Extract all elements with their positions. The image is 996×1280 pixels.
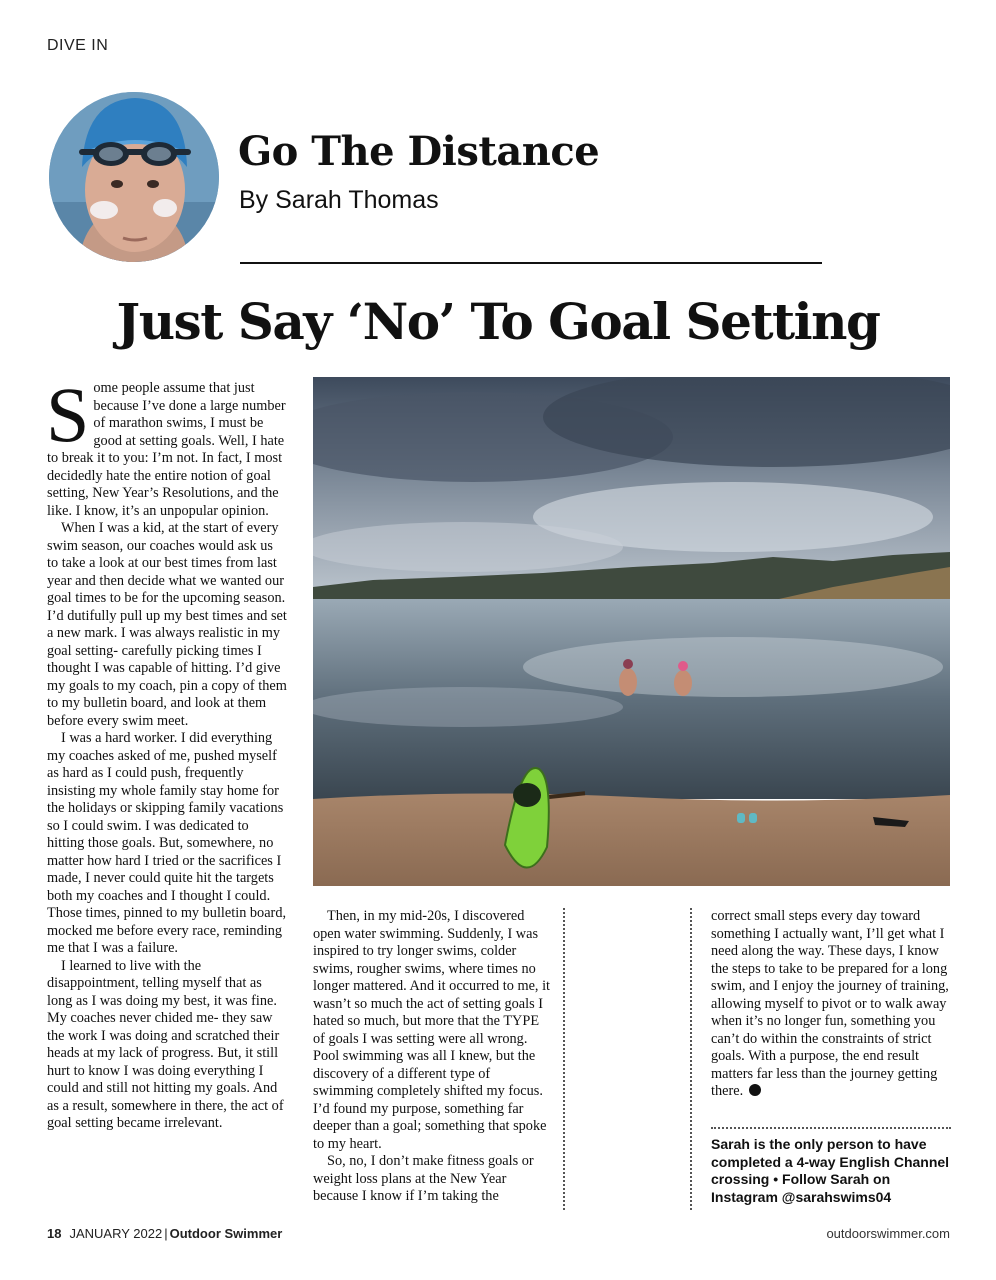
body-paragraph: I learned to live with the disappointment, telling myself that as long as I was doing my best, it was fine. My coaches never chided me- they saw the work I was doing and scratched their heads at my lack of progress. But, it still hurt to know I was doing everything I could and still not hitting my goals. And as a result, somewhere in there, the act of goal setting became irrelevant. bbox=[47, 957, 284, 1131]
author-avatar bbox=[49, 92, 219, 262]
article-headline: Just Say ‘No’ To Goal Setting bbox=[116, 292, 880, 351]
folio-separator: | bbox=[164, 1226, 168, 1241]
body-column-2 bbox=[313, 908, 551, 1206]
bio-divider bbox=[711, 1127, 951, 1129]
paragraph-text: ome people assume that just because I’ve done a large number of marathon swims, I must be good at setting goals. Well, I hate to break it to you: I’m not. In fact, I most decidedly hate the entire notion of goal setting, New Year’s Resolutions, and the like. I know, it’s an unpopular opinion. bbox=[47, 380, 286, 519]
author-byline: By Sarah Thomas bbox=[239, 186, 439, 214]
footer-folio bbox=[47, 1226, 282, 1241]
end-of-article-icon bbox=[749, 1084, 761, 1096]
paragraph-text: correct small steps every day toward something I actually want, I’ll get what I need along the way. These days, I know the steps to take to be prepared for a long swim, and I enjoy the journey of training, allowing myself to pivot or to walk away when it’s no longer fun, something you can’t do within the constraints of strict goals. With a purpose, the end result matters far less than the journey getting there. bbox=[711, 908, 949, 1099]
page-number: 18 bbox=[47, 1226, 62, 1241]
body-paragraph: So, no, I don’t make fitness goals or weight loss plans at the New Year because I know if I’m taking the bbox=[313, 1153, 534, 1204]
drop-cap: S bbox=[46, 371, 90, 458]
body-paragraph: When I was a kid, at the start of every swim season, our coaches would ask us to take a look at our best times from last year and then decide what we wanted our goal times to be for the upcoming season. I’d dutifully pull up my best times and set a new mark. I was always realistic in my goal setting- carefully picking times I thought I was capable of hitting. I’d give my goals to my coach, pin a copy of them to my bulletin board, and look at them before every swim meet. bbox=[47, 520, 287, 729]
lake-photo bbox=[313, 377, 950, 886]
body-column-1 bbox=[46, 371, 287, 1133]
section-label: DIVE IN bbox=[47, 37, 109, 54]
body-paragraph: I was a hard worker. I did everything my coaches asked of me, pushed myself as hard as I could push, frequently insisting my whole family stay home for the holidays or skipping family vacations so I could swim. I was dedicated to hitting those goals. But, somewhere, no matter how hard I tried or the sacrifices I made, I never could quite hit the targets both my coaches and I thought I could. Those times, pinned to my bulletin board, mocked me before every race, reminding me that I was a failure. bbox=[47, 730, 287, 956]
body-paragraph bbox=[46, 371, 287, 520]
author-portrait-image bbox=[49, 92, 219, 262]
body-paragraph: Then, in my mid-20s, I discovered open water swimming. Suddenly, I was inspired to try longer swims, colder swims, rougher swims, where times no longer mattered. And it occurred to me, it wasn’t so much the act of setting goals I hated so much, but more that the TYPE of goals I was setting were all wrong. Pool swimming was all I knew, but the discovery of a different type of swimming completely shifted my focus. I’d found my purpose, something far deeper than a goal; something that spoke to my heart. bbox=[313, 908, 551, 1152]
column-divider bbox=[563, 908, 565, 1210]
magazine-name: Outdoor Swimmer bbox=[169, 1226, 283, 1241]
body-column-3 bbox=[711, 908, 951, 1101]
website-url: outdoorswimmer.com bbox=[826, 1226, 950, 1241]
column-divider bbox=[690, 908, 692, 1210]
header-divider bbox=[240, 262, 822, 264]
body-paragraph bbox=[711, 908, 951, 1101]
author-bio: Sarah is the only person to have completed a 4-way English Channel crossing • Follow Sarah on Instagram @sarahswims04 bbox=[711, 1136, 950, 1205]
lake-scene-image bbox=[313, 377, 950, 886]
column-title: Go The Distance bbox=[238, 128, 600, 175]
issue-date: JANUARY 2022 bbox=[69, 1226, 163, 1241]
